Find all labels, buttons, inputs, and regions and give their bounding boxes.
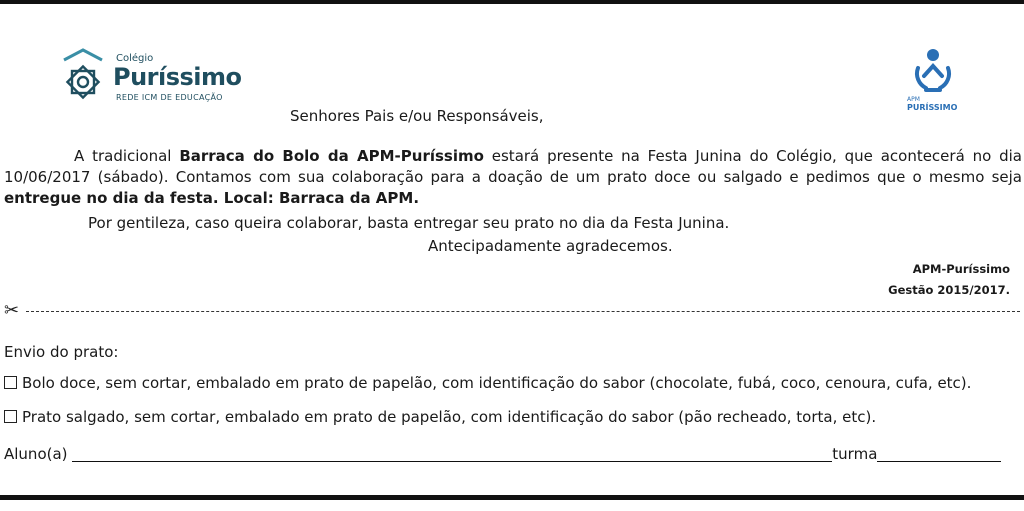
school-logo [60, 46, 250, 108]
school-logo-name: Puríssimo [113, 63, 242, 91]
apm-logo-name: PURÍSSIMO [907, 103, 958, 112]
scissors-icon: ✂ [4, 300, 20, 321]
thanks-line: Antecipadamente agradecemos. [428, 237, 673, 255]
signature-org: APM-Puríssimo [912, 262, 1010, 276]
top-border [0, 0, 1024, 4]
paragraph-bold-delivery: entregue no dia da festa. Local: Barraca da APM. [4, 189, 420, 207]
class-label: turma [832, 445, 878, 463]
apm-emblem-icon [908, 46, 958, 96]
paragraph-text-2: estará presente na Festa Junina do Colégio, que acontecerá no dia 10/06/2017 (sábado). Contamos com sua colaboração para a doação de um prato doce ou salgado e pedimos que o mesmo seja [4, 147, 1022, 186]
apm-logo-small-label: APM [907, 96, 920, 103]
school-logo-small-label: Colégio [116, 53, 154, 64]
school-emblem-icon [60, 48, 106, 104]
option-sweet-cake-label: Bolo doce, sem cortar, embalado em prato de papelão, com identificação do sabor (chocolate, fubá, coco, cenoura, cufa, etc). [22, 374, 972, 392]
form-heading: Envio do prato: [4, 343, 119, 361]
cut-line [4, 301, 1020, 321]
main-paragraph [4, 146, 1022, 209]
option-sweet-cake [4, 374, 971, 392]
option-savory-dish-label: Prato salgado, sem cortar, embalado em prato de papelão, com identificação do sabor (pão recheado, torta, etc). [22, 408, 877, 426]
paragraph-text-1: A tradicional [74, 147, 180, 165]
checkbox-icon[interactable] [4, 376, 17, 389]
signature-term: Gestão 2015/2017. [888, 283, 1010, 297]
salutation: Senhores Pais e/ou Responsáveis, [290, 107, 544, 125]
student-row [4, 445, 1001, 463]
option-savory-dish [4, 408, 876, 426]
bottom-border [0, 495, 1024, 500]
school-logo-subtitle: REDE ICM DE EDUCAÇÃO [116, 93, 223, 102]
student-label: Aluno(a) [4, 445, 68, 463]
second-paragraph: Por gentileza, caso queira colaborar, basta entregar seu prato no dia da Festa Junina. [88, 214, 730, 232]
paragraph-bold-stall: Barraca do Bolo da APM-Puríssimo [179, 147, 484, 165]
dashed-divider [26, 311, 1020, 312]
checkbox-icon[interactable] [4, 410, 17, 423]
class-line[interactable] [877, 447, 1001, 462]
student-name-line[interactable] [72, 447, 832, 462]
apm-logo [903, 46, 963, 116]
